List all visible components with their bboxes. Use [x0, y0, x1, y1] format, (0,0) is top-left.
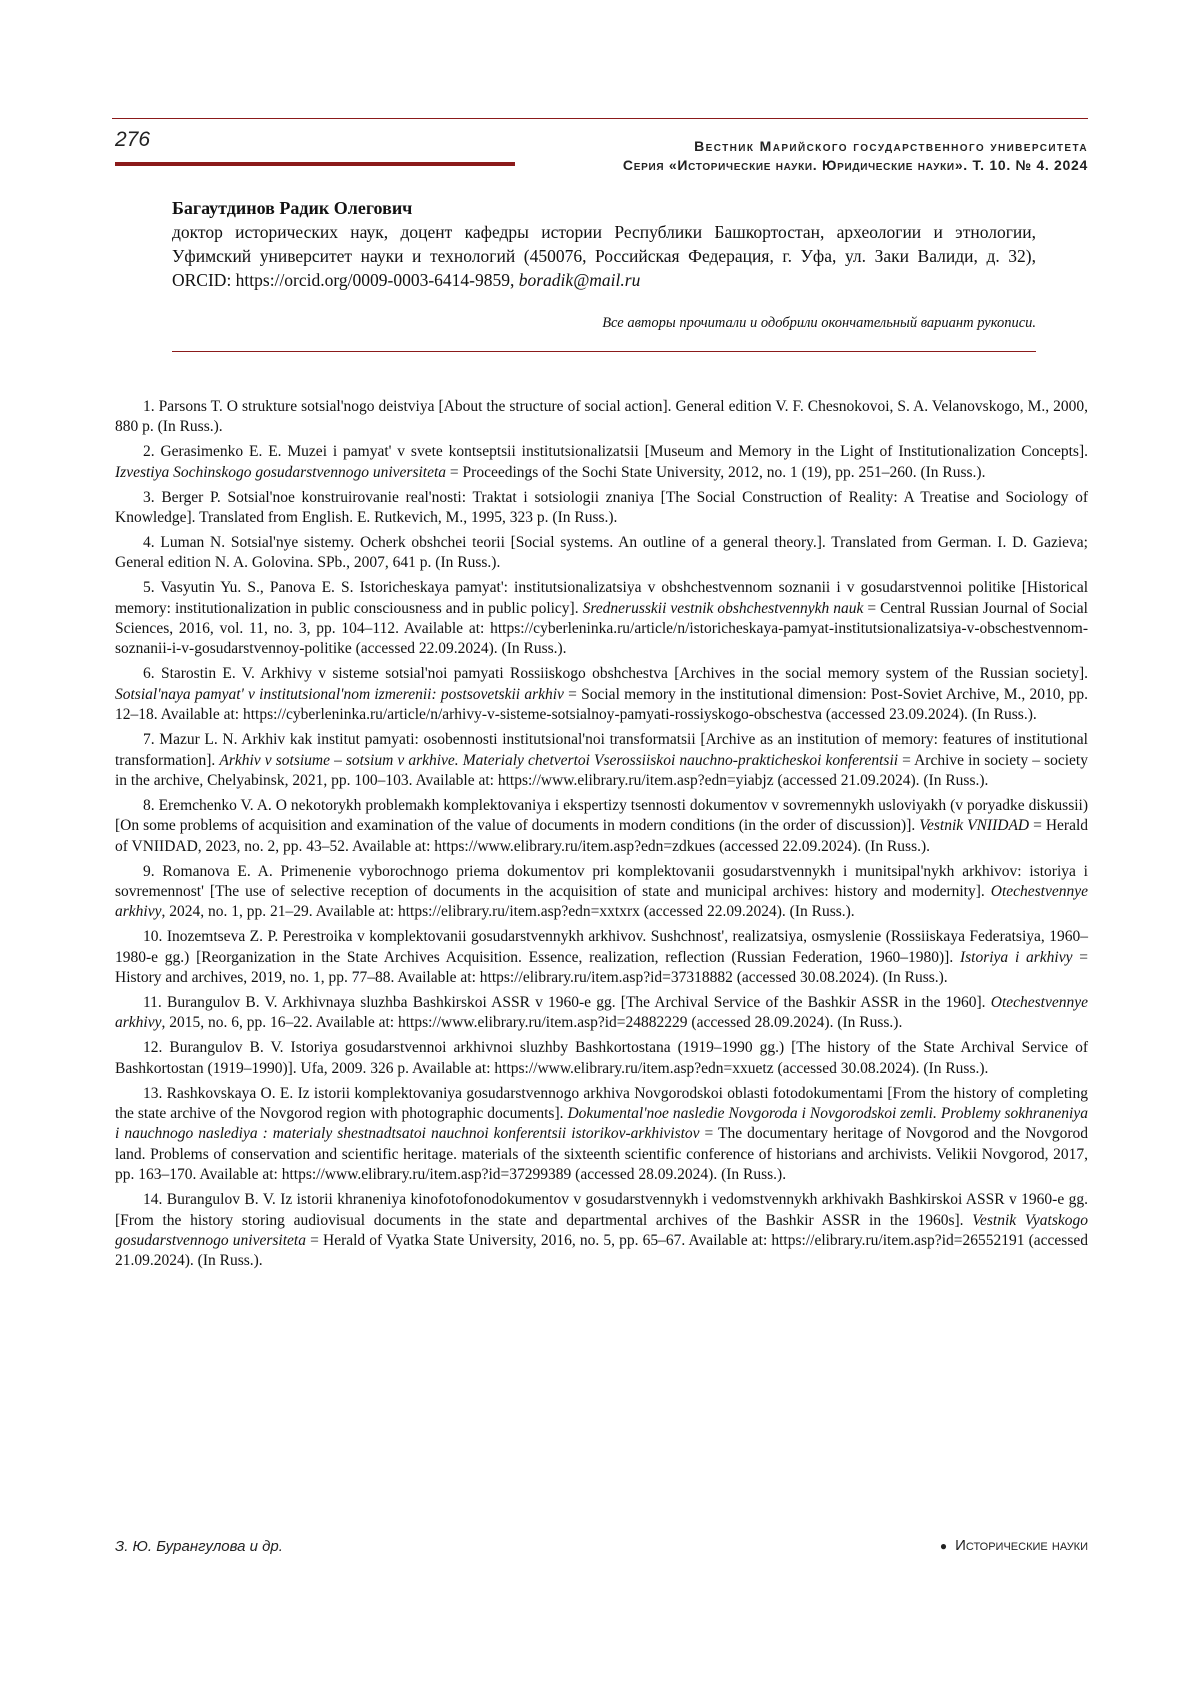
reference-item [115, 488, 1088, 529]
reference-text: = The documentary heritage of Novgorod and the Novgorod land. Problems of conservation and scientific heritage. materials of the sixteenth scientific conference of historians and archivists. Velikii Novgorod, 2017, pp. 163–170. Available at: https://www.elibrary.ru/item.asp?id=37299389 (accessed 28.09.2024). (In Russ.). [115, 1125, 1088, 1183]
reference-text: , 2015, no. 6, pp. 16–22. Available at: https://www.elibrary.ru/item.asp?id=24882229 (accessed 28.09.2024). (In Russ.). [161, 1014, 902, 1031]
reference-source: Arkhiv v sotsiume – sotsium v arkhive. Materialy chetvertoi Vserossiiskoi nauchno-prakticheskoi konferentsii [219, 752, 898, 769]
reference-list [115, 397, 1088, 1276]
author-info [172, 220, 1036, 292]
reference-item [115, 1190, 1088, 1272]
reference-source: Izvestiya Sochinskogo gosudarstvennogo universiteta [115, 464, 446, 481]
reference-text: 6. Starostin E. V. Arkhivy v sisteme sotsial'noi pamyati Rossiiskogo obshchestva [Archives in the social memory system of the Russian society]. [143, 665, 1088, 682]
approval-note: Все авторы прочитали и одобрили окончательный вариант рукописи. [172, 315, 1036, 332]
reference-item [115, 993, 1088, 1034]
reference-text: 7. Mazur L. N. Arkhiv kak institut pamyati: osobennosti institutsional'noi transformatsii [Archive as an institution of memory: features of institutional transformation]. [115, 731, 1088, 768]
reference-text: 10. Inozemtseva Z. P. Perestroika v komplektovanii gosudarstvennykh arkhivov. Sushchnost', realizatsiya, osmyslenie (Rossiiskaya Federatsiya, 1960–1980-e gg.) [Reorganization in the State Archives Acquisition. Essence, realization, reflection (Russian Federation, 1960–1980)]. [115, 928, 1088, 965]
approval-divider [172, 351, 1036, 352]
reference-text: = Central Russian Journal of Social Sciences, 2016, vol. 11, no. 3, pp. 104–112. Available at: https://cyberleninka.ru/article/n/istoricheskaya-pamyat-institutsionalizatsiya-v-obschestvennom-soznanii-i-v-gosudarstvennoy-politike (accessed 22.09.2024). (In Russ.). [115, 600, 1088, 658]
reference-text: = Archive in society – society in the archive, Chelyabinsk, 2021, pp. 100–103. Available at: https://www.elibrary.ru/item.asp?edn=yiabjz (accessed 21.09.2024). (In Russ.). [115, 752, 1088, 789]
reference-text: 1. Parsons T. O strukture sotsial'nogo deistviya [About the structure of social action]. General edition V. F. Chesnokovoi, S. A. Velanovskogo, M., 2000, 880 p. (In Russ.). [115, 398, 1088, 435]
reference-text: 2. Gerasimenko E. E. Muzei i pamyat' v svete kontseptsii institutsionalizatsii [Museum and Memory in the Light of Institutionalization Concepts]. [143, 443, 1088, 460]
reference-text: = Proceedings of the Sochi State University, 2012, no. 1 (19), pp. 251–260. (In Russ.). [446, 464, 985, 481]
reference-text: 13. Rashkovskaya O. E. Iz istorii komplektovaniya gosudarstvennogo arkhiva Novgorodskoi oblasti fotodokumentami [From the history of completing the state archive of the Novgorod region with photographic documents]. [115, 1085, 1088, 1122]
reference-source: Otechestvennye arkhivy [115, 994, 1088, 1031]
reference-text: = Herald of Vyatka State University, 2016, no. 5, pp. 65–67. Available at: https://elibrary.ru/item.asp?id=26552191 (accessed 21.09.2024). (In Russ.). [115, 1232, 1088, 1269]
reference-text: 12. Burangulov B. V. Istoriya gosudarstvennoi arkhivnoi sluzhby Bashkortostana (1919–1990 gg.) [The history of the State Archival Service of Bashkortostan (1919–1990)]. Ufa, 2009. 326 p. Available at: https://www.elibrary.ru/item.asp?edn=xxuetz (accessed 30.08.2024). (In Russ.). [115, 1039, 1088, 1076]
reference-item [115, 796, 1088, 857]
reference-text: , 2024, no. 1, pp. 21–29. Available at: https://elibrary.ru/item.asp?edn=xxtxrx (accessed 22.09.2024). (In Russ.). [161, 903, 854, 920]
reference-text: = Herald of VNIIDAD, 2023, no. 2, pp. 43–52. Available at: https://www.elibrary.ru/item.asp?edn=zdkues (accessed 22.09.2024). (In Russ.). [115, 817, 1088, 854]
reference-text: 14. Burangulov B. V. Iz istorii khraneniya kinofotofonodokumentov v gosudarstvennykh i vedomstvennykh arkhivakh Bashkirskoi ASSR v 1960-e gg. [From the history storing audiovisual documents in the state and departmental archives of the Bashkir ASSR in the 1960s]. [115, 1191, 1088, 1228]
reference-item [115, 1038, 1088, 1079]
reference-source: Srednerusskii vestnik obshchestvennykh nauk [583, 600, 864, 617]
reference-source: Dokumental'noe nasledie Novgoroda i Novgorodskoi zemli. Problemy sokhraneniya i nauchnogo naslediya : materialy shestnadtsatoi nauchnoi konferentsii istorikov-arkhivistov [115, 1105, 1088, 1142]
author-block [172, 196, 1036, 292]
journal-series: Серия «Исторические науки. Юридические науки». Т. 10. № 4. 2024 [623, 156, 1088, 175]
reference-item [115, 664, 1088, 725]
reference-text: = Social memory in the institutional dimension: Post-Soviet Archive, M., 2010, pp. 12–18. Available at: https://cyberleninka.ru/article/n/arhivy-v-sisteme-sotsialnoy-pamyati-rossiyskogo-obschestva (accessed 23.09.2024). (In Russ.). [115, 686, 1088, 723]
footer-section [940, 1537, 1088, 1554]
page-number: 276 [115, 128, 150, 152]
reference-item [115, 927, 1088, 988]
author-email[interactable]: boradik@mail.ru [519, 270, 641, 290]
reference-source: Otechestvennye arkhivy [115, 883, 1088, 920]
reference-item [115, 730, 1088, 791]
header-top-rule [112, 118, 1088, 119]
reference-text: 4. Luman N. Sotsial'nye sistemy. Ocherk obshchei teorii [Social systems. An outline of a general theory.]. Translated from German. I. D. Gazieva; General edition N. A. Golovina. SPb., 2007, 641 p. (In Russ.). [115, 534, 1088, 571]
reference-item [115, 397, 1088, 438]
reference-text: = History and archives, 2019, no. 1, pp. 77–88. Available at: https://elibrary.ru/item.asp?id=37318882 (accessed 30.08.2024). (In Russ.). [115, 949, 1088, 986]
reference-text: 3. Berger P. Sotsial'noe konstruirovanie real'nosti: Traktat i sotsiologii znaniya [The Social Construction of Reality: A Treatise and Sociology of Knowledge]. Translated from English. E. Rutkevich, M., 1995, 323 p. (In Russ.). [115, 489, 1088, 526]
footer-authors: З. Ю. Бурангулова и др. [115, 1538, 283, 1555]
reference-text: 8. Eremchenko V. A. O nekotorykh problemakh komplektovaniya i ekspertizy tsennosti dokumentov v sovremennykh usloviyakh (v poryadke diskussii) [On some problems of acquisition and examination of the value of documents in modern conditions (in the order of discussion)]. [115, 797, 1088, 834]
journal-header [623, 137, 1088, 175]
reference-item [115, 862, 1088, 923]
reference-item [115, 578, 1088, 660]
reference-source: Istoriya i arkhivy [960, 949, 1073, 966]
reference-source: Vestnik VNIIDAD [919, 817, 1029, 834]
reference-source: Sotsial'naya pamyat' v institutsional'nom izmerenii: postsovetskii arkhiv [115, 686, 564, 703]
reference-text: 5. Vasyutin Yu. S., Panova E. S. Istoricheskaya pamyat': institutsionalizatsiya v obshchestvennom soznanii i v gosudarstvennoi politike [Historical memory: institutionalization in public consciousness and in public policy]. [115, 579, 1088, 616]
author-affiliation: доктор исторических наук, доцент кафедры истории Республики Башкортостан, археологии и этнологии, Уфимский университет науки и технологий (450076, Российская Федерация, г. Уфа, ул. Заки Валиди, д. 32), ORCID: https://orcid.org/0009-0003-6414-9859, [172, 222, 1036, 290]
reference-item [115, 442, 1088, 483]
journal-title: Вестник Марийского государственного университета [623, 137, 1088, 156]
author-name: Багаутдинов Радик Олегович [172, 196, 1036, 220]
reference-text: 11. Burangulov B. V. Arkhivnaya sluzhba Bashkirskoi ASSR v 1960-e gg. [The Archival Service of the Bashkir ASSR in the 1960]. [143, 994, 991, 1011]
reference-text: 9. Romanova E. A. Primenenie vyborochnogo priema dokumentov pri komplektovanii gosudarstvennykh i munitsipal'nykh arkhivov: istoriya i sovremennost' [The use of selective reception of documents in the acquisition of state and municipal archives: history and modernity]. [115, 863, 1088, 900]
reference-item [115, 533, 1088, 574]
header-accent-bar [115, 162, 515, 166]
reference-source: Vestnik Vyatskogo gosudarstvennogo universiteta [115, 1212, 1088, 1249]
footer-section-label: Исторические науки [955, 1537, 1088, 1554]
bullet-icon: ● [940, 1539, 947, 1553]
reference-item [115, 1084, 1088, 1186]
